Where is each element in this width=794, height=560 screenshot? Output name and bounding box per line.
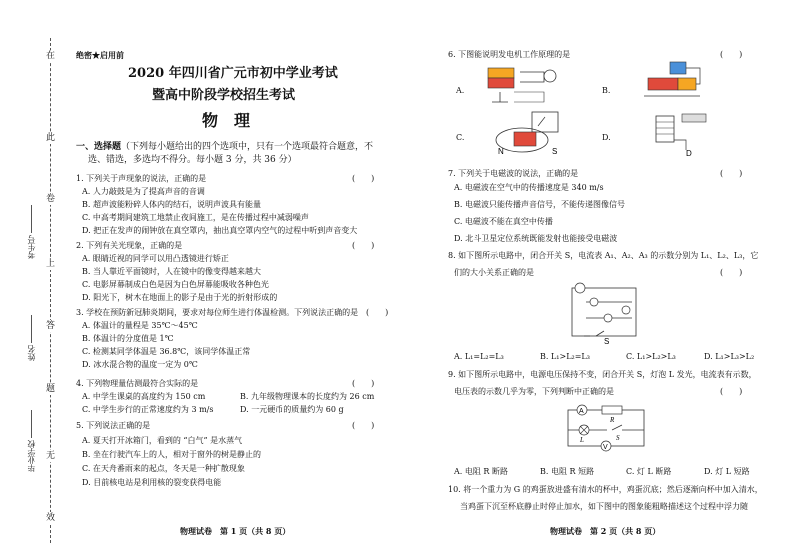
figure-6d-electromagnet bbox=[650, 110, 714, 158]
question-8-cont: 们的大小关系正确的是 bbox=[454, 268, 534, 277]
figure-6b-battery-coil bbox=[640, 60, 710, 104]
seal-char: 效 bbox=[45, 513, 55, 523]
section-instructions: 选、错选，多选均不得分。每小题 3 分，共 36 分） bbox=[88, 155, 297, 165]
answer-paren: ( ) bbox=[720, 268, 743, 277]
binding-strip bbox=[0, 0, 62, 560]
option: B. 电阻 R 短路 bbox=[540, 467, 595, 476]
field-school: 毕业学校 bbox=[26, 410, 37, 472]
question-3: 3. 学校在预防新冠肺炎期间，要求对每位师生进行体温检测。下列说法正确的是 bbox=[76, 308, 359, 317]
question-4: 4. 下列物理量估测最符合实际的是 bbox=[76, 379, 199, 388]
option: C. 检测某同学体温是 36.8℃，该同学体温正常 bbox=[82, 347, 251, 356]
option: C. 电磁波不能在真空中传播 bbox=[454, 217, 553, 226]
question-1: 1. 下列关于声现象的说法，正确的是 bbox=[76, 174, 207, 183]
answer-paren: ( ) bbox=[720, 387, 743, 396]
option: D. 一元硬币的质量约为 60 g bbox=[240, 405, 344, 414]
seal-char: 上 bbox=[45, 259, 55, 269]
field-name: 姓名 bbox=[26, 315, 37, 361]
option: A. 电磁波在空气中的传播速度是 340 m/s bbox=[454, 183, 604, 192]
option: D. 目前核电站是利用核的裂变获得电能 bbox=[82, 478, 222, 487]
question-9-cont: 电压表的示数几乎为零，下列判断中正确的是 bbox=[454, 387, 614, 396]
option: B. 九年级物理课本的长度约为 26 cm bbox=[240, 392, 375, 401]
option: C. 电影屏幕制成白色是因为白色屏幕能吸收各种色光 bbox=[82, 280, 269, 289]
option: C. 中高考期间建筑工地禁止夜间施工，是在传播过程中减弱噪声 bbox=[82, 213, 309, 222]
seal-char: 无 bbox=[45, 451, 55, 461]
right-page bbox=[414, 0, 786, 560]
option: B. 电磁波只能传播声音信号，不能传递图像信号 bbox=[454, 200, 625, 209]
option: C. 中学生步行的正常速度约为 3 m/s bbox=[82, 405, 214, 414]
secret-label: 绝密★启用前 bbox=[76, 50, 124, 60]
answer-paren: ( ) bbox=[720, 169, 743, 178]
option-label: A. bbox=[456, 86, 465, 95]
answer-paren: ( ) bbox=[352, 241, 375, 250]
question-9: 9. 如下图所示电路中，电源电压保持不变，闭合开关 S，灯泡 L 发光，电流表有示数， bbox=[448, 370, 757, 379]
question-8: 8. 如下图所示电路中，闭合开关 S，电流表 A₁、A₂、A₃ 的示数分别为 L₁、L₂、L₃，它 bbox=[448, 251, 759, 260]
option: A. 夏天打开冰箱门，看到的 “白气” 是水蒸气 bbox=[82, 436, 243, 445]
option: B. L₁>L₂=L₃ bbox=[540, 352, 590, 361]
option-label: D. bbox=[602, 133, 611, 142]
option-label: B. bbox=[602, 86, 611, 95]
seal-char: 答 bbox=[45, 321, 55, 331]
figure-6a-magnet-coil bbox=[480, 62, 560, 106]
svg-text:S: S bbox=[552, 147, 558, 156]
figure-6c-galvanometer bbox=[492, 110, 578, 156]
option: D. L₁>L₃>L₂ bbox=[704, 352, 755, 361]
answer-paren: ( ) bbox=[352, 379, 375, 388]
seal-line bbox=[50, 38, 51, 543]
question-2: 2. 下列有关光现象，正确的是 bbox=[76, 241, 183, 250]
question-7: 7. 下列关于电磁波的说法，正确的是 bbox=[448, 169, 579, 178]
option-label: C. bbox=[456, 133, 465, 142]
option: A. 电阻 R 断路 bbox=[454, 467, 508, 476]
exam-subtitle: 暨高中阶段学校招生考试 bbox=[152, 88, 296, 103]
page-footer: 物理试卷 第 2 页（共 8 页） bbox=[550, 526, 661, 536]
option: B. 超声波能粉碎人体内的结石，说明声波具有能量 bbox=[82, 200, 261, 209]
field-candidate-number: 考生号 bbox=[26, 205, 37, 259]
question-6: 6. 下图能说明发电机工作原理的是 bbox=[448, 50, 571, 59]
question-10: 10. 将一个重力为 G 的鸡蛋放进盛有清水的杯中，鸡蛋沉底；然后逐渐向杯中加入清水， bbox=[448, 485, 763, 494]
option: D. 阳光下，树木在地面上的影子是由于光的折射形成的 bbox=[82, 293, 278, 302]
seal-char: 题 bbox=[45, 384, 55, 394]
option: A. 体温计的量程是 35℃～45℃ bbox=[82, 321, 198, 330]
svg-text:R: R bbox=[610, 416, 615, 424]
option: A. 人力敲鼓是为了提高声音的音调 bbox=[82, 187, 205, 196]
answer-paren: ( ) bbox=[352, 421, 375, 430]
answer-paren: ( ) bbox=[720, 50, 743, 59]
svg-text:S: S bbox=[616, 434, 620, 442]
svg-text:D: D bbox=[686, 149, 692, 158]
option: B. 坐在行驶汽车上的人，相对于窗外的树是静止的 bbox=[82, 450, 261, 459]
svg-text:N: N bbox=[498, 147, 504, 156]
seal-char: 在 bbox=[45, 51, 55, 61]
subject-title: 物理 bbox=[202, 111, 267, 130]
left-page bbox=[66, 0, 400, 560]
question-10-cont: 当鸡蛋下沉至杯底静止时停止加水，如下图中的图象能粗略描述这个过程中浮力随 bbox=[460, 502, 748, 511]
option: D. 北斗卫星定位系统既能发射也能接受电磁波 bbox=[454, 234, 618, 243]
option: D. 灯 L 短路 bbox=[704, 467, 750, 476]
svg-text:V: V bbox=[603, 444, 608, 451]
page-footer: 物理试卷 第 1 页（共 8 页） bbox=[180, 526, 291, 536]
question-5: 5. 下列说法正确的是 bbox=[76, 421, 151, 430]
svg-text:A: A bbox=[579, 408, 584, 415]
figure-9-series-circuit bbox=[562, 400, 650, 456]
option: B. 当人靠近平面镜时，人在镜中的像变得越来越大 bbox=[82, 267, 261, 276]
option: D. 把正在发声的闹钟放在真空罩内，抽出真空罩内空气的过程中听到声音变大 bbox=[82, 226, 358, 235]
option: C. 在天舟番雨来的起点，冬天是一种扩散现象 bbox=[82, 464, 245, 473]
seal-char: 卷 bbox=[45, 194, 55, 204]
option: B. 体温计的分度值是 1℃ bbox=[82, 334, 174, 343]
svg-text:L: L bbox=[580, 436, 584, 444]
option: A. L₁=L₂=L₃ bbox=[454, 352, 504, 361]
answer-paren: ( ) bbox=[352, 174, 375, 183]
answer-paren: ( ) bbox=[366, 308, 389, 317]
option: C. 灯 L 断路 bbox=[626, 467, 672, 476]
exam-title: 2020 年四川省广元市初中学业考试 bbox=[128, 66, 338, 81]
seal-char: 此 bbox=[45, 133, 55, 143]
option: C. L₁>L₂>L₃ bbox=[626, 352, 676, 361]
section-heading: 一、选择题（下列每小题给出的四个选项中，只有一个选项最符合题意，不 bbox=[76, 142, 374, 152]
option: A. 中学生课桌的高度约为 150 cm bbox=[82, 392, 206, 401]
figure-8-parallel-circuit bbox=[566, 282, 642, 344]
option: D. 冰水混合物的温度一定为 0℃ bbox=[82, 360, 198, 369]
svg-text:S: S bbox=[604, 337, 610, 346]
option: A. 眼睛近视的同学可以用凸透镜进行矫正 bbox=[82, 254, 229, 263]
